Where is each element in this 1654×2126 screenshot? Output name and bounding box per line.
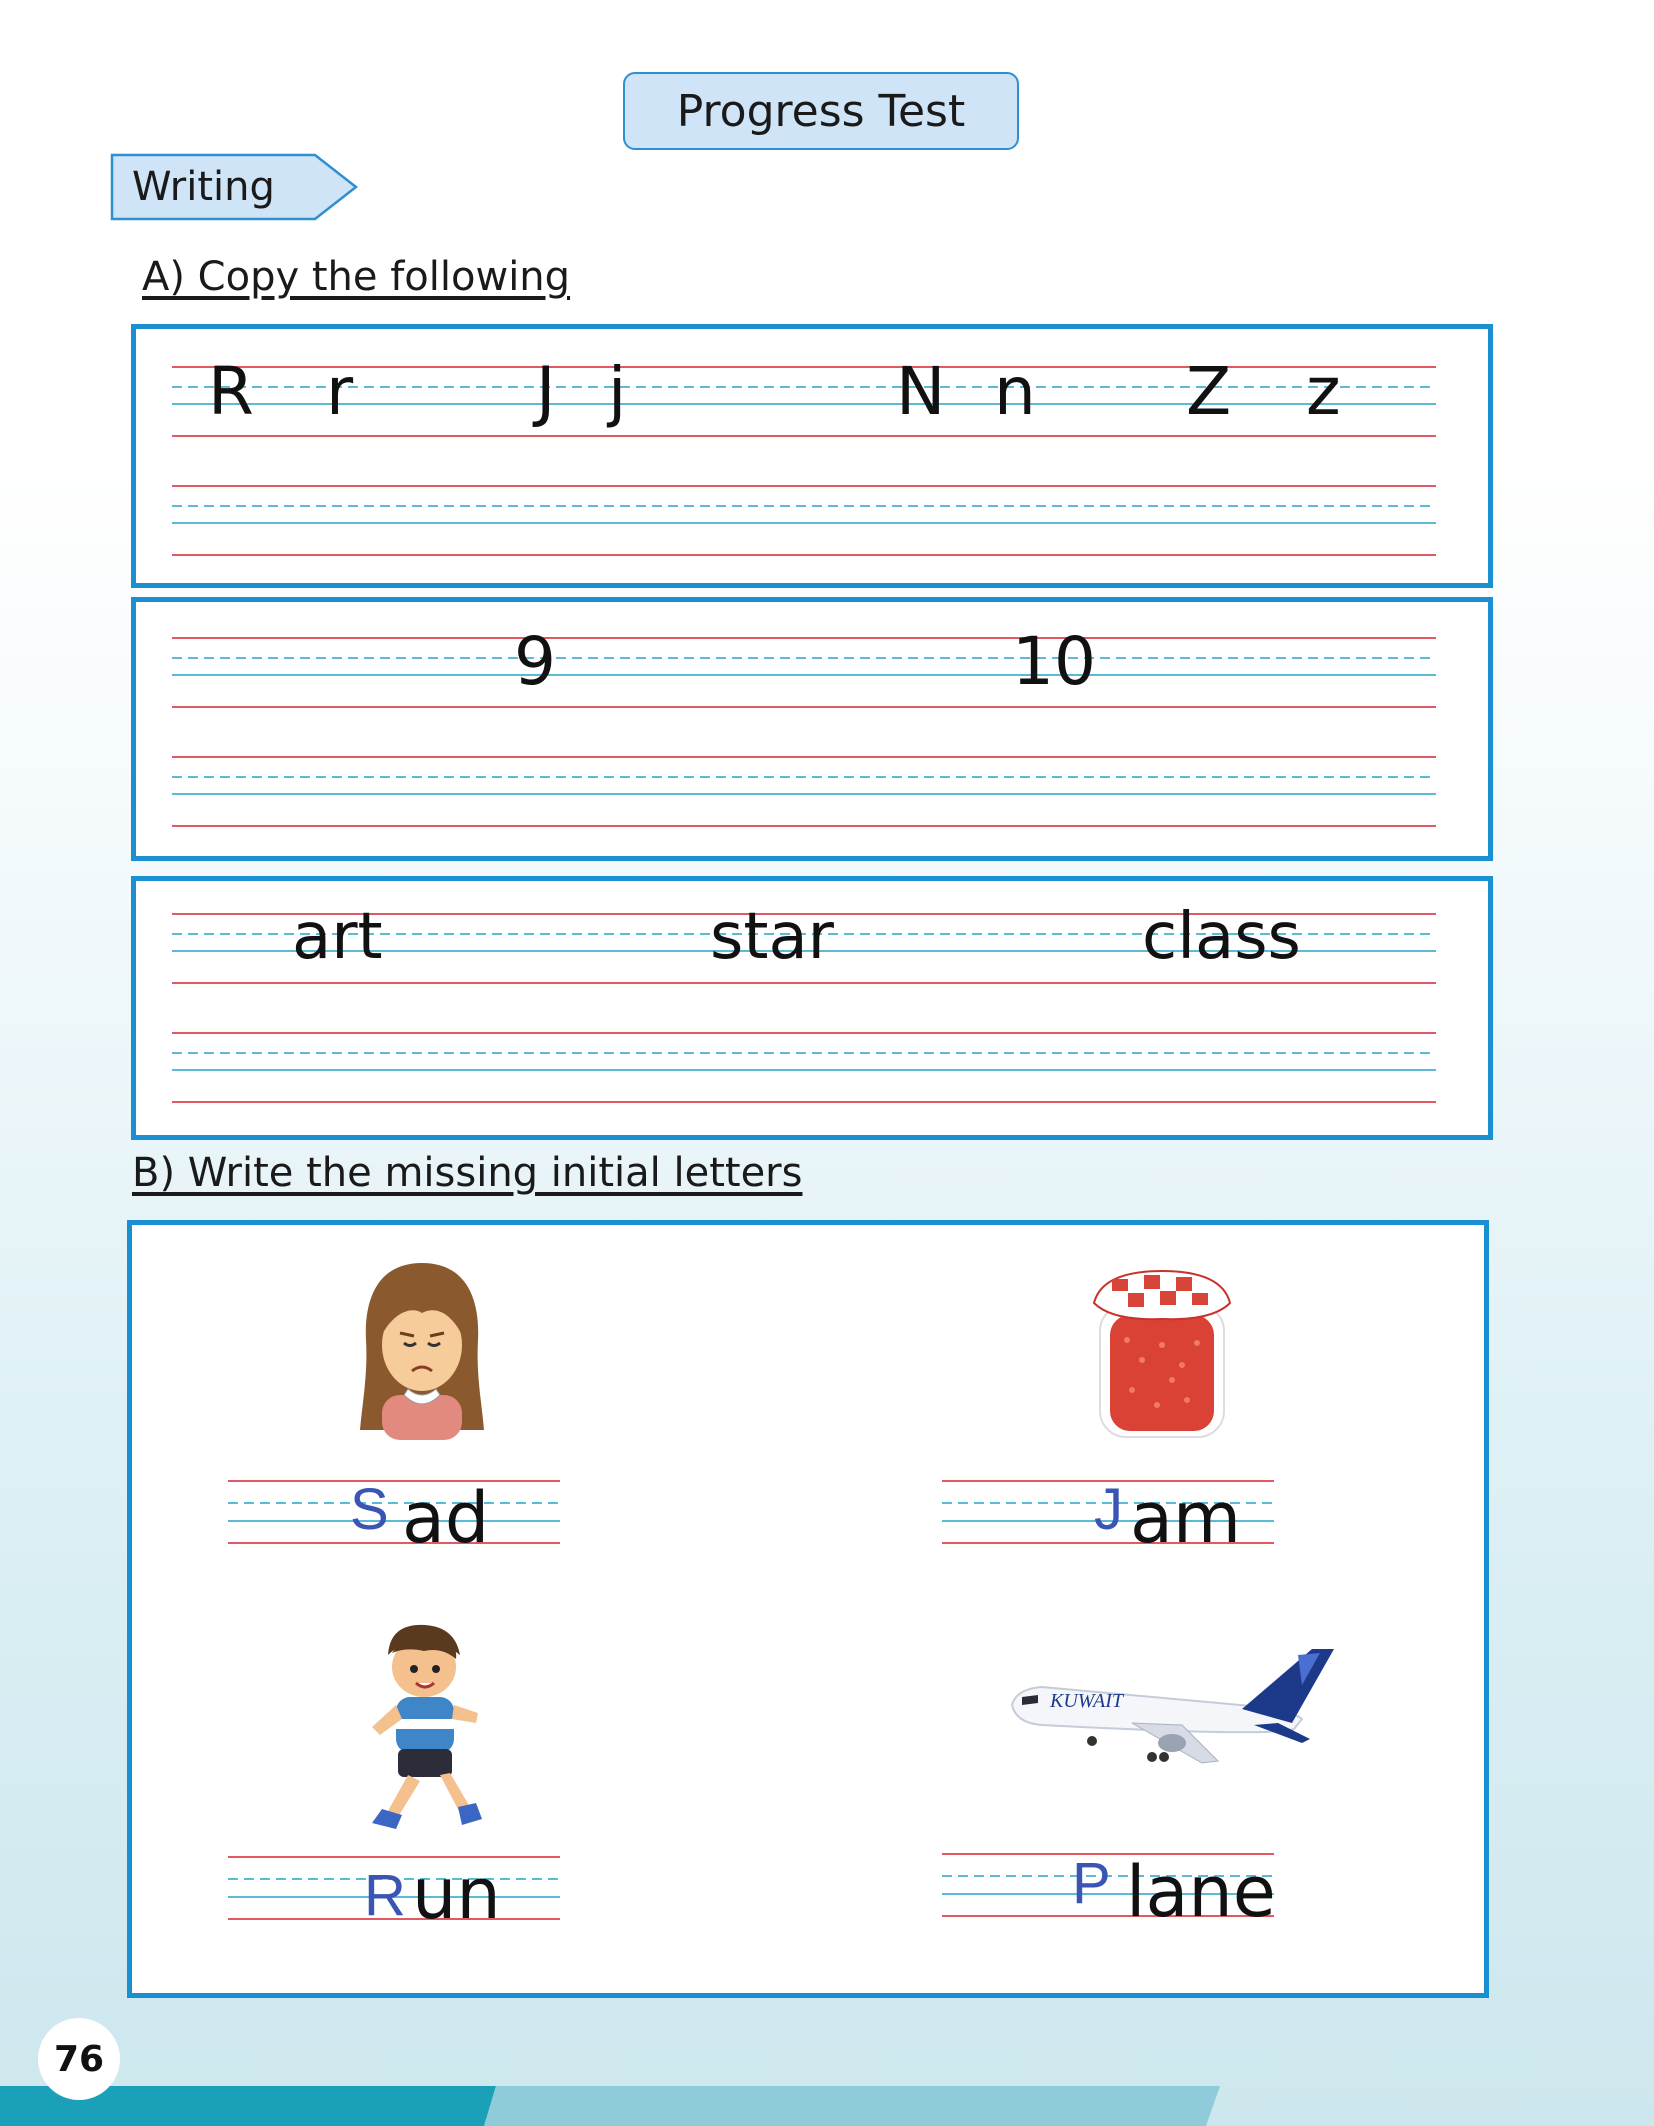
blank-row-sad bbox=[228, 1477, 560, 1547]
number-ten: 10 bbox=[1012, 623, 1096, 700]
word-art: art bbox=[292, 900, 383, 974]
letter-lower-r: r bbox=[326, 353, 354, 430]
initial-letters-box bbox=[127, 1220, 1489, 1998]
copy-box-letters bbox=[131, 324, 1493, 588]
letter-upper-r: R bbox=[208, 353, 254, 430]
answer-initial-r[interactable]: R bbox=[364, 1863, 406, 1928]
page-number-text: 76 bbox=[53, 2038, 105, 2080]
word-star: star bbox=[710, 900, 834, 974]
running-boy-icon bbox=[350, 1615, 500, 1845]
answer-initial-j[interactable]: J bbox=[1094, 1477, 1123, 1542]
word-ending-am: am bbox=[1130, 1477, 1242, 1559]
answer-initial-s[interactable]: S bbox=[350, 1477, 389, 1542]
copy-box-words bbox=[131, 876, 1493, 1140]
letter-lower-z: z bbox=[1306, 353, 1341, 430]
word-class: class bbox=[1142, 900, 1301, 974]
footer-band bbox=[0, 2086, 1654, 2126]
part-b-heading: B) Write the missing initial letters bbox=[132, 1150, 803, 1196]
jam-jar-icon bbox=[1082, 1265, 1242, 1445]
letter-upper-z: Z bbox=[1186, 353, 1232, 430]
page-title bbox=[623, 72, 1019, 150]
word-ending-ad: ad bbox=[402, 1477, 490, 1559]
word-ending-un: un bbox=[412, 1853, 501, 1935]
part-a-heading: A) Copy the following bbox=[142, 254, 571, 300]
page-number bbox=[38, 2018, 120, 2100]
letter-upper-n: N bbox=[896, 353, 946, 430]
airplane-icon bbox=[1002, 1645, 1342, 1795]
sad-girl-icon bbox=[352, 1255, 492, 1445]
copy-box-numbers bbox=[131, 597, 1493, 861]
handwriting-lines bbox=[136, 602, 1488, 856]
letter-lower-n: n bbox=[994, 353, 1036, 430]
page-title-text: Progress Test bbox=[676, 85, 966, 137]
word-ending-lane: lane bbox=[1126, 1851, 1276, 1933]
answer-initial-p[interactable]: P bbox=[1072, 1851, 1111, 1916]
section-tag bbox=[110, 153, 360, 221]
section-tag-label: Writing bbox=[132, 164, 275, 210]
letter-lower-j: j bbox=[608, 353, 627, 430]
number-nine: 9 bbox=[514, 623, 556, 700]
letter-upper-j: J bbox=[536, 353, 556, 430]
airline-logo-text: KUWAIT bbox=[1050, 1690, 1124, 1712]
